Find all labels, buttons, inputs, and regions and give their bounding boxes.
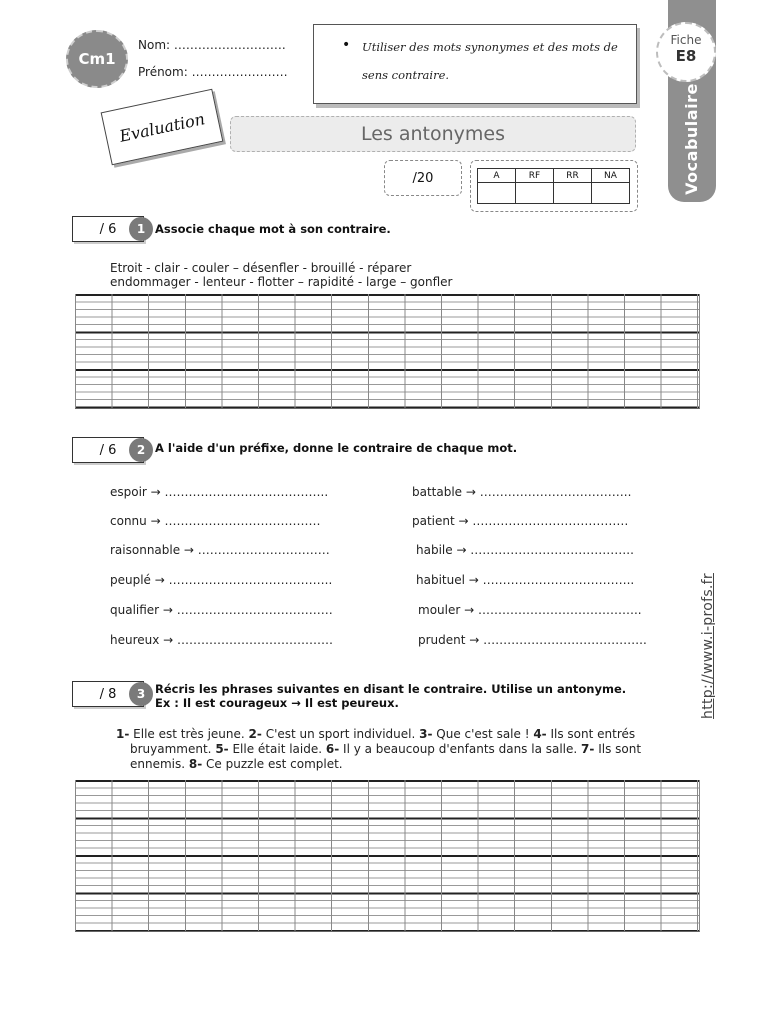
exercise2-item[interactable]: habituel → ……………………………….. — [416, 573, 635, 587]
sentence-number: 4- — [533, 727, 547, 741]
exercise3-points: / 8 — [72, 681, 144, 707]
exercise1-words-line2: endommager - lenteur - flotter – rapidité - large – gonfler — [110, 275, 453, 289]
exercise3-sentences — [116, 727, 646, 772]
sentence-text: Elle est très jeune. — [129, 727, 249, 741]
exercise2-item[interactable]: habile → ………………………………….. — [416, 543, 634, 557]
exercise1-number: 1 — [129, 217, 153, 241]
exercise2-instruction: A l'aide d'un préfixe, donne le contraire de chaque mot. — [155, 441, 518, 455]
exercise2-points: / 6 — [72, 437, 144, 463]
exercise2-item[interactable]: mouler → ………………………………….. — [418, 603, 642, 617]
sentence-number: 5- — [215, 742, 229, 756]
exercise2-item[interactable]: raisonnable → …………………………… — [110, 543, 330, 557]
grade-box — [470, 160, 638, 212]
grade-a: A — [478, 169, 516, 183]
grade-cell[interactable] — [554, 183, 592, 204]
score-total: /20 — [384, 160, 462, 196]
exercise2-item[interactable]: patient → ………………………………… — [412, 514, 629, 528]
sentence-text: Ce puzzle est complet. — [202, 757, 343, 771]
fiche-label: Fiche — [670, 33, 702, 47]
exercise2-number: 2 — [129, 438, 153, 462]
sentence-number: 6- — [325, 742, 340, 756]
exercise3-example: Ex : Il est courageux → Il est peureux. — [155, 696, 399, 710]
exercise2-item[interactable]: peuplé → ………………………………….. — [110, 573, 333, 587]
exercise1-words-line1: Etroit - clair - couler – désenfler - brouillé - réparer — [110, 261, 412, 275]
sentence-text: Que c'est sale ! — [432, 727, 534, 741]
grade-cell[interactable] — [516, 183, 554, 204]
page-title: Les antonymes — [230, 116, 636, 152]
evaluation-card: Evaluation — [101, 89, 224, 166]
grade-na: NA — [592, 169, 630, 183]
exercise1-instruction: Associe chaque mot à son contraire. — [155, 222, 391, 236]
sentence-number: 8- — [188, 757, 203, 771]
objective-card — [313, 24, 637, 104]
exercise2-item[interactable]: battable → ……………………………….. — [412, 485, 632, 499]
grade-table — [477, 168, 630, 204]
nom-field[interactable]: Nom: ………………………. — [138, 38, 286, 52]
exercise2-item[interactable]: connu → ………………………………… — [110, 514, 321, 528]
exercise3-instruction: Récris les phrases suivantes en disant le contraire. Utilise un antonyme. — [155, 682, 627, 696]
exercise2-item[interactable]: prudent → ………………………………….. — [418, 633, 647, 647]
objective-text: Utiliser des mots synonymes et des mots de sens contraire. — [362, 40, 618, 82]
sentence-number: 1- — [116, 727, 130, 741]
exercise3-number: 3 — [129, 682, 153, 706]
level-badge: Cm1 — [66, 30, 128, 88]
grade-cell[interactable] — [592, 183, 630, 204]
sentence-text: Ils sont ennemis. — [130, 742, 642, 771]
sentence-text: Il y a beaucoup d'enfants dans la salle. — [339, 742, 582, 756]
grade-rr: RR — [554, 169, 592, 183]
exercise1-points: / 6 — [72, 216, 144, 242]
exercise2-item[interactable]: qualifier → ………………………………… — [110, 603, 333, 617]
grade-rf: RF — [516, 169, 554, 183]
exercise2-item[interactable]: heureux → ………………………………… — [110, 633, 334, 647]
sentence-number: 7- — [581, 742, 595, 756]
sentence-number: 2- — [248, 727, 262, 741]
exercise3-writing-area[interactable] — [75, 780, 700, 932]
objective-bullet: • — [342, 37, 351, 53]
sentence-text: C'est un sport individuel. — [261, 727, 420, 741]
sentence-text: Elle était laide. — [228, 742, 326, 756]
sentence-text: Ils sont entrés bruyamment. — [130, 727, 636, 756]
prenom-field[interactable]: Prénom: …………………… — [138, 65, 288, 79]
fiche-code: E8 — [675, 47, 697, 65]
subject-tab-label: Vocabulaire — [682, 83, 701, 195]
sentence-number: 3- — [419, 727, 433, 741]
site-url[interactable]: http://www.i-profs.fr — [700, 573, 716, 719]
exercise2-item[interactable]: espoir → ………………………………….. — [110, 485, 329, 499]
fiche-badge — [656, 22, 716, 82]
exercise1-writing-area[interactable] — [75, 294, 700, 409]
grade-cell[interactable] — [478, 183, 516, 204]
